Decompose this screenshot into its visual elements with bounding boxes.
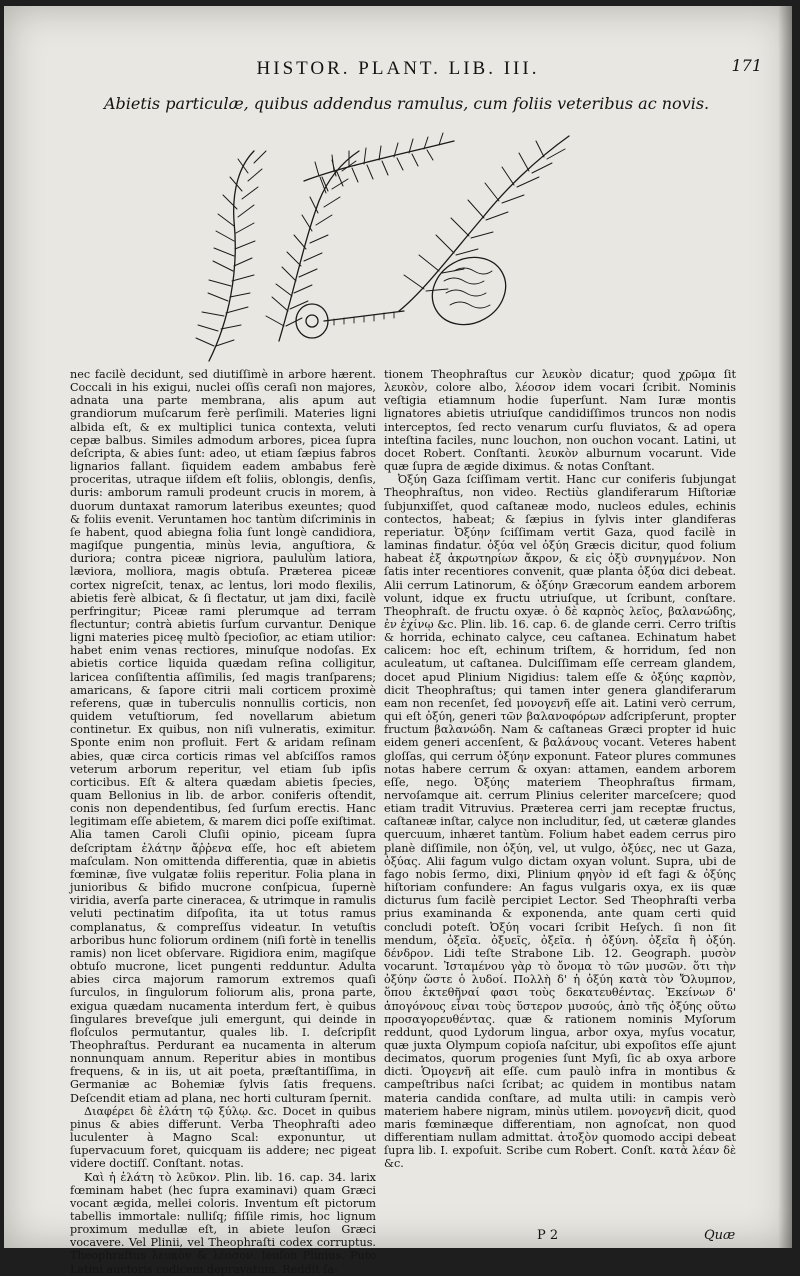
book-page (4, 6, 792, 1276)
fir-branches-woodcut-icon (184, 121, 594, 366)
left-paragraph-1: nec facilè decidunt, sed diutiſſimè in arbore hærent. Coccali in his exigui, nuclei oſſis ceraſi non majores, adnata una parte membrana, alis apum aut grandiorum muſcarum ferè perſimili. Materies ligni albida eſt, & ex multiplici tunica contexta, veluti cepæ balbus. Similes admodum arbores, picea ſupra deſcripta, & abies ſunt: adeo, ut etiam ſæpius fabros lignarios fallant. ſiquidem eadem ambabus ferè proceritas, utraque iiſdem eſt foliis, oblongis, denſis, duris: amborum ramuli prodeunt crucis in morem, à duorum duntaxat ramorum lateribus exeuntes; quod & foliis evenit. Veruntamen hoc tantùm diſcriminis in ſe habent, quod abiegna folia ſunt longè candidiora, magiſque pungentia, minùs levia, anguſtiora, & duriora; contra piceæ nigriora, paululùm latiora, læviora, molliora, magis obtuſa. Præterea piceæ cortex nigreſcit, tenax, ac lentus, lori modo flexilis, abietis ferè albicat, & ſi flectatur, ut jam dixi, facilè perfringitur; Piceæ rami plerumque ad terram flectuntur; contrà abietis ſurſum curvantur. Denique ligni materies piceę multò ſpecioſior, ac etiam utilior: habet enim venas rectiores, minuſque nodoſas. Ex abietis cortice liquida quædam reſina colligitur, laricea conſiſtentia aſſimilis, ſed magis tranſparens; amaricans, & ſapore citrii mali corticem proximè referens, quæ in tuberculis nonnullis corticis, non quidem vetuſtiorum, ſed novellarum abietum continetur. Ex quibus, non niſi vulneratis, eximitur. Sponte enim non profluit. Fert & aridam reſinam abies, quæ circa corticis rimas vel abſciſſos ramos veterum arborum reperitur, vel etiam ſub ipſis corticibus. Eſt & altera quædam abietis ſpecies, quam Bellonius in lib. de arbor. coniferis oſtendit, conis non dependentibus, ſed ſurſum erectis. Hanc legitimam eſſe abietem, & marem dici poſſe exiſtimat. Alia tamen Caroli Cluſii opinio, piceam ſupra deſcriptam ἐλάτην ἄῤῥενα eſſe, hoc eſt abietem maſculam. Non omittenda differentia, quæ in abietis fœminæ, ſive vulgatæ foliis reperitur. Folia plana in junioribus & bifido mucrone conſpicua, ſupernè viridia, averſa parte cineracea, & utrimque in ramulis veluti pectinatim diſpoſita, ita ut totus ramus complanatus, & compreſſus videatur. In vetuſtis arboribus hunc foliorum ordinem (niſi fortè in tenellis ramis) non licet obſervare. Rigidiora enim, magiſque obtuſo mucrone, licet pungenti redduntur. Adulta abies circa majorum ramorum extremos quaſi ſurculos, in ſingulorum foliorum alis, prona parte, exigua quædam nucamenta interdum fert, è quibus ſingulares breveſque juli emergunt, qui deinde in floſculos permutantur, quales lib. I. deſcripſit Theophraſtus. Perdurant ea nucamenta in alterum nonnunquam annum. Reperitur abies in montibus frequens, & in iis, ut ait poeta, præſtantiſſima, in Germaniæ ac Bohemiæ ſylvis ſatis frequens. Deſcendit etiam ad plana, nec horti culturam ſpernit. (70, 368, 376, 1105)
signature-mark: P 2 (537, 1228, 559, 1243)
left-paragraph-2: Διαφέρει δὲ ἐλάτη τῷ ξύλῳ. &c. Docet in quibus pinus & abies differunt. Verba Theophraſti adeo luculenter à Magno Scal: exponuntur, ut ſupervacuum foret, quicquam iis addere; nec pigeat videre doctiſſ. Conſtant. notas. (70, 1104, 376, 1171)
left-text-column (70, 368, 376, 1276)
running-title: HISTOR. PLANT. LIB. III. (256, 58, 540, 79)
right-paragraph-1: tionem Theophraſtus cur λευκὸν dicatur; quod χρῶμα ſit λευκὸν, colore albo, λέοσον idem vocari ſcribit. Nominis veſtigia etiamnum hodie ſuperſunt. Nam Iuræ montis lignatores abietis utriuſque candidiſſimos truncos non nodis interceptos, ſed recto venarum curſu fluviatos, & ad opera inteſtina faciles, nunc louchon, non ouchon vocant. Latini, ut docet Robert. Conſtanti. λευκὸν alburnum vocarunt. Vide quæ ſupra de ægide diximus. & notas Conſtant. (384, 368, 736, 474)
right-text-column (384, 368, 736, 1230)
illustration-caption: Abietis particulæ, quibus addendus ramulus, cum foliis veteribus ac novis. (104, 94, 710, 113)
right-paragraph-2: Ὀξύη Gaza ſciſſimam vertit. Hanc cur coniferis ſubjungat Theophraſtus, non video. Rectiùs glandiferarum Hiſtoriæ ſubjunxiſſet, quod caſtaneæ modo, nucleos edules, echinis contectos, habeat; & ſæpius in ſylvis inter glandiferas reperiatur. Ὀξύην ſciſſimam vertit Gaza, quod facilè in laminas findatur. ὀξύα vel ὀξύη Græcis dicitur, quod folium habeat ἐξ ἀκρωτηρίων ἄκρον, & εἰς ὀξὺ συνηγμένον. Non ſatis inter recentiores convenit, quæ planta ὀξύα dici debeat. Alii cerrum Latinorum, & ὀξύην Græcorum eandem arborem volunt, idque ex fructu utriuſque, ut ſcribunt, conſtare. Theophraſt. de fructu oxyæ. ὁ δὲ καρπὸς λεῖος, βαλανώδης, ἐν ἐχίνῳ &c. Plin. lib. 16. cap. 6. de glande cerri. Cerro triſtis & horrida, echinato calyce, ceu caſtanea. Echinatum habet calicem: hoc eſt, echinum triſtem, & horridum, ſed non aculeatum, ut caſtanea. Dulciſſimam eſſe cerream glandem, docet apud Plinium Nigidius: talem eſſe & ὀξύης καρπὸν, dicit Theophraſtus; qui tamen inter genera glandiferarum eam non recenſet, ſed μονογενῆ eſſe ait. Latini verò cerrum, qui eſt ὀξύη, generi τῶν βαλανοφόρων adſcripſerunt, propter fructum βαλανώδη. Nam & caſtaneas Græci propter id huic eidem generi accenſent, & βαλάνους vocant. Veteres habent gloſſas, qui cerrum ὀξύην exponunt. Fateor plures communes notas habere cerrum & oxyan: attamen, eandem arborem eſſe, nego. Ὀξύης materiem Theophraſtus firmam, nervoſamque ait. cerrum Plinius celeriter marceſcere; quod etiam tradit Vitruvius. Præterea cerri jam receptæ fructus, caſtaneæ inſtar, calyce non includitur, ſed, ut cæteræ glandes quercuum, inhæret tantùm. Folium habet eadem cerrus piro planè diſſimile, non ὀξύη, vel, ut vulgo, ὀξύες, nec ut Gaza, ὀξύας. Alii fagum vulgo dictam oxyan volunt. Supra, ubi de fago nobis ſermo, dixi, Plinium φηγὸν id eſt fagi & ὀξύης hiſtoriam confundere: An fagus vulgaris oxya, ex iis quæ dicturus ſum facilè percipiet Lector. Sed Theophraſti verba prius examinanda & exponenda, ante quam certi quid concludi poteſt. Ὀξύη vocari ſcribit Heſych. ſi non ſit mendum, ὀξεῖα. ὀξυεῖς, ὀξεῖα. ἡ ὀξύνη. ὀξεῖα ἢ ὀξύη. δένδρον. Lidi teſte Strabone Lib. 12. Geograph. μυσὸν vocarunt. Ἰσταμένου γὰρ τὸ ὄνομα τὸ τῶν μυσῶν. ὅτι τὴν ὀξύην ὥστε ὁ λυδοί. Πολλὴ δ' ἡ ὀξύη κατὰ τὸν Ὄλυμπον, ὅπου ἐκτεθῆναί φασι τοὺς δεκατευθέντας. Ἐκείνων δ' ἀπογόνους εἶναι τοὺς ὕστερον μυσούς, ἀπὸ τῆς ὀξύης οὕτω προσαγορευθέντας. quæ & rationem nominis Myſorum reddunt, quod Lydorum lingua, arbor oxya, myſus vocatur, quæ juxta Olympum copioſa naſcitur, ubi expoſitos eſſe ajunt decimatos, quorum progenies ſunt Myſi, ſic ab oxya arbore dicti. Ὁμογενῆ ait eſſe. cum paulò infra in montibus & campeſtribus naſci ſcribat; ac quidem in montibus natam materia candida conſtare, ad multa utili: in campis verò materiem habere nigram, minùs utilem. μονογενῆ dicit, quod maris fœminæque differentiam, non agnoſcat, non quod differentiam nullam admittat. ἀτοξὸν quomodo accipi debeat ſupra lib. I. expoſuit. Scribe cum Robert. Conſt. κατὰ λέαν δὲ &c. (384, 473, 736, 1171)
page-number: 171 (731, 56, 762, 75)
left-paragraph-3: Καὶ ἡ ἐλάτη τὸ λεῦκον. Plin. lib. 16. cap. 34. larix fœminam habet (hec ſupra examinavi) quam Græci vocant ægida, mellei coloris. Inventum eſt pictorum tabellis immortale: nulliſq; fiſſile rimis, hoc lignum proximum medullæ eſt, in abiete leuſon Græci vocavere. Vel Plinii, vel Theophraſti codex corruptus. Theophraſtus λευκὸν & λέοσον. leuſon Plinius. Puto Latini auctoris codicem depravatum. Reddit ſa- (70, 1170, 376, 1276)
catchword: Quæ (704, 1228, 736, 1243)
